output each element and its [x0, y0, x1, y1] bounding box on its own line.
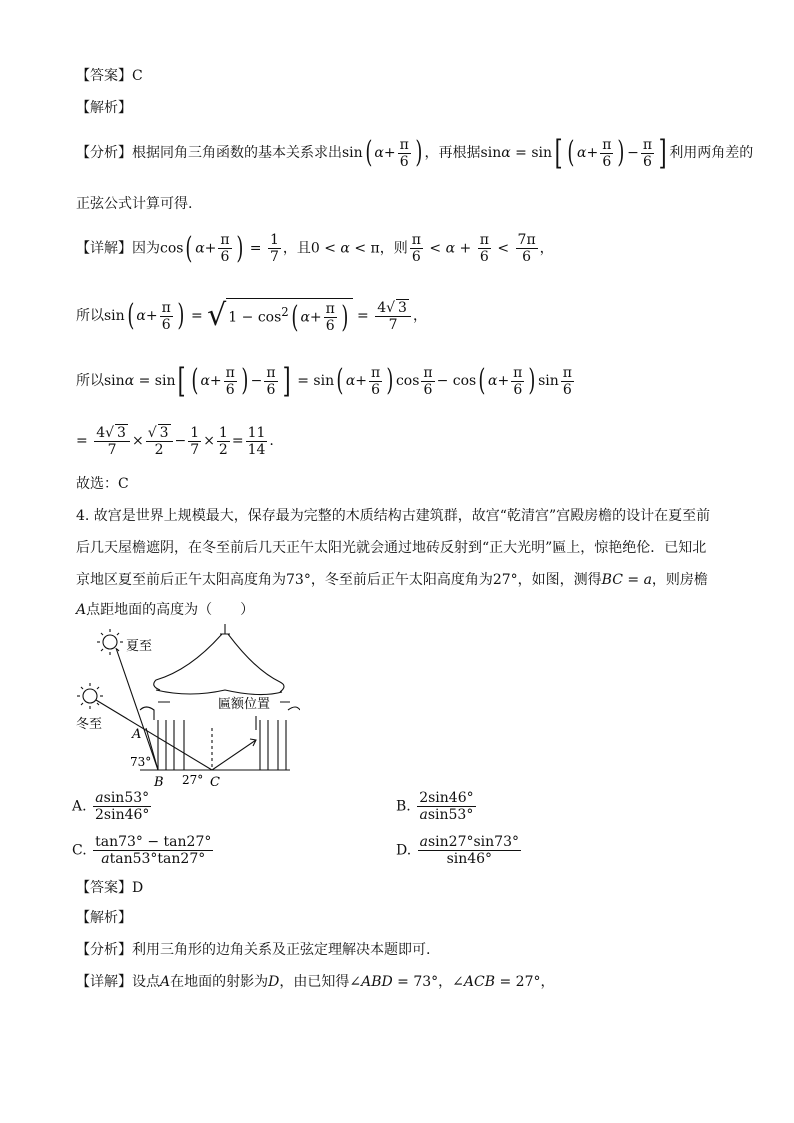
fig-point-b: B [154, 775, 164, 790]
q3-choice: 故选：C [76, 476, 129, 492]
q3-analysis-label: 【解析】 [76, 100, 132, 116]
q4-stem-1: 4. 故宫是世界上规模最大，保存最为完整的木质结构古建筑群，故宫“乾清宫”宫殿房檐的设计在夏至前 [76, 508, 711, 524]
palace-figure [70, 620, 300, 790]
fig-winter-label: 冬至 [76, 717, 103, 732]
sun-winter-icon [77, 683, 103, 709]
q4-xiangjie: 【详解】设点A在地面的射影为D，由已知得∠ABD = 73°，∠ACB = 27°， [76, 974, 555, 990]
fig-summer-label: 夏至 [126, 639, 153, 654]
q4-stem-3: 京地区夏至前后正午太阳高度角为73°，冬至前后正午太阳高度角为27°，如图，测得BC = a，则房檐 [76, 572, 708, 588]
fig-angle-27: 27° [182, 773, 204, 787]
q3-sin-line: 所以sin( α+ $\frac{\pi}{6}$ ) = √ $1 - \cos^2$( α+ $\frac{\pi}{6}$ ) = $\frac{4√ 3}{7}$ ， [76, 298, 427, 335]
fig-angle-73: 73° [130, 755, 152, 769]
fig-point-a: A [132, 727, 142, 742]
q4-analysis-label: 【解析】 [76, 910, 132, 926]
option-d[interactable]: D. $\frac{asin27^\circ\sin 73^\circ}{\sin 46^\circ}$ [396, 834, 519, 867]
q4-answer: 【答案】D [76, 880, 144, 896]
option-a[interactable]: A. $\frac{asin53^\circ}{2\sin 46^\circ}$ [72, 790, 150, 823]
q4-stem-4: A点距地面的高度为（ ） [76, 602, 255, 618]
q3-answer: 【答案】C [76, 68, 143, 84]
option-b[interactable]: B. $\frac{2\sin 46^\circ}{asin53^\circ}$ [396, 790, 474, 823]
q3-result-line: = $\frac{4√ 3}{7}$ × $\frac{√ 3}{2}$ − $\frac{1}{7}$ × $\frac{1}{2}$ = $\frac{11}{14}$ . [76, 424, 274, 458]
q4-stem-2: 后几天屋檐遮阴，在冬至前后几天正午太阳光就会通过地砖反射到“正大光明”匾上，惊艳绝伦．已知北 [76, 540, 707, 556]
sun-summer-icon [97, 629, 123, 655]
q3-fenxi-line: 【分析】根据同角三角函数的基本关系求出sin( α+ $\frac{\pi}{6}$ ) ，再根据sinα = sin[ ( α+ $\frac{\pi}{6}$ ) − $\frac{\pi}{6}$ ] 利用两角差的 [76, 133, 754, 173]
q3-sinalpha-line: 所以sinα = sin[ ( α+ $\frac{\pi}{6}$ ) − $\frac{\pi}{6}$ ] = sin( α+ $\frac{\pi}{6}$ ) cos $\frac{\pi}{6}$ − cos( α+ $\frac{\pi}{6}$ ) sin $\frac{\pi}{6}$ [76, 361, 572, 401]
q3-xiangjie-line: 【详解】因为cos( α+ $\frac{\pi}{6}$ ) = $\frac{1}{7}$ ，且0 < α < π，则 $\frac{\pi}{6}$ < α + $\frac{\pi}{6}$ < $\frac{7\pi}{6}$ ， [76, 230, 554, 266]
q4-fenxi: 【分析】利用三角形的边角关系及正弦定理解决本题即可. [76, 942, 431, 958]
fig-plaque-label: 匾额位置 [218, 697, 271, 712]
q3-fenxi-line2: 正弦公式计算可得. [76, 196, 193, 212]
fig-point-c: C [210, 775, 220, 790]
option-c[interactable]: C. $\frac{\tan 73^\circ - \tan 27^\circ}{atan53^\circ\tan 27^\circ}$ [72, 834, 212, 867]
